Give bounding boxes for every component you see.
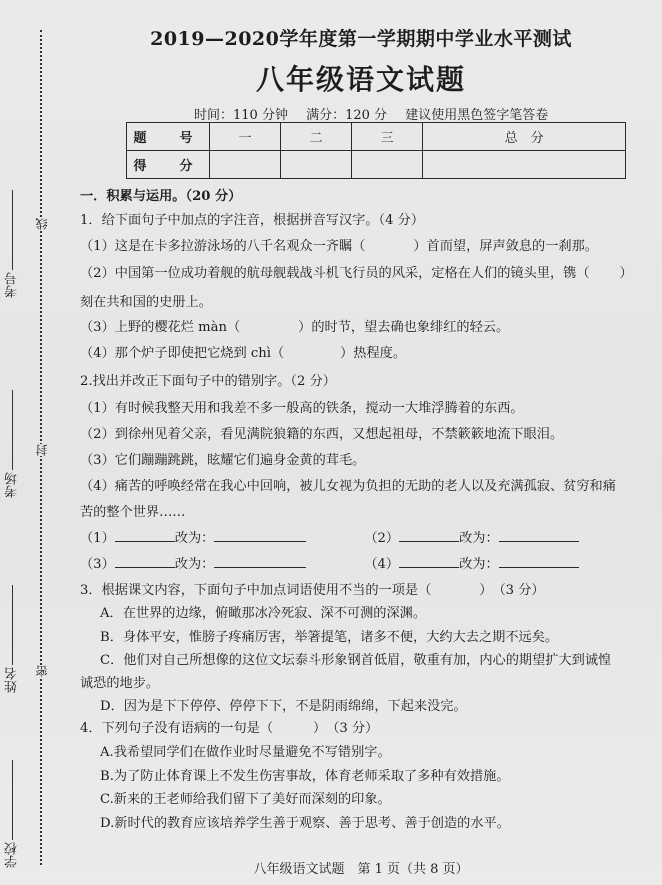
score-table-cell: 题 号: [127, 123, 210, 151]
score-table-cell: 得 分: [127, 151, 210, 179]
exam-number-field: 考号: [6, 190, 26, 298]
page-footer: 八年级语文试题 第 1 页（共 8 页）: [253, 862, 469, 877]
q1-item-2: （2）中国第一位成功着舰的航母舰载战斗机飞行员的风采，定格在人们的镜头里，镌（ ）: [80, 266, 633, 281]
q3-option-d: D．因为是下下停停、停停下下，不是阴雨绵绵，下起来没完。: [100, 699, 467, 714]
q3-option-a: A．在世界的边缘，俯瞰那冰冷死寂、深不可测的深渊。: [100, 606, 427, 621]
q2-fill-row-2: （3） 改为： （4） 改为：: [80, 556, 654, 574]
exam-title: 2019—2020学年度第一学期期中学业水平测试: [150, 28, 572, 50]
answer-blank[interactable]: [499, 541, 579, 542]
answer-blank[interactable]: [115, 541, 175, 542]
exam-room-field: 考场: [6, 390, 26, 498]
score-table-score-row: [127, 151, 626, 179]
answer-blank[interactable]: [399, 541, 459, 542]
q3-option-b: B．身体平安，惟膀子疼痛厉害，举箸提笔，诸多不便，大约大去之期不远矣。: [100, 630, 559, 645]
seal-mark-mi: 密: [35, 665, 49, 677]
score-entry-cell[interactable]: [210, 151, 281, 179]
q2-stem: 2.找出并改正下面句子中的错别字。（2 分）: [80, 374, 336, 389]
q2-line-5: 苦的整个世界……: [80, 505, 186, 520]
exam-full-score: 满分：120 分: [306, 108, 388, 123]
answer-blank[interactable]: [214, 541, 306, 542]
seal-mark-feng: 封: [35, 444, 49, 456]
q1-item-2-cont: 刻在共和国的史册上。: [80, 295, 212, 310]
q2-fill-row-1: （1） 改为： （2） 改为：: [80, 530, 654, 548]
score-entry-cell[interactable]: [281, 151, 352, 179]
score-table-cell: 一: [210, 123, 281, 151]
score-table-cell: 三: [352, 123, 423, 151]
exam-meta: [194, 104, 562, 123]
answer-blank[interactable]: [399, 567, 459, 568]
answer-blank[interactable]: [214, 567, 306, 568]
q1-item-1: （1）这是在卡多拉游泳场的八千名观众一齐瞩（ ）首而望，屏声敛息的一刹那。: [80, 239, 598, 254]
binding-strip: [0, 0, 62, 885]
q3-option-c-cont: 诚恐的地步。: [80, 676, 160, 691]
answer-blank[interactable]: [115, 567, 175, 568]
score-table-cell: 总 分: [423, 123, 626, 151]
q4-option-a: A.我希望同学们在做作业时尽量避免不写错别字。: [100, 745, 391, 760]
q4-option-d: D.新时代的教育应该培养学生善于观察、善于思考、善于创造的水平。: [100, 816, 510, 831]
exam-subtitle: 八年级语文试题: [255, 63, 466, 96]
q4-stem: 4．下列句子没有语病的一句是（ ） （3 分）: [80, 721, 379, 736]
q4-option-b: B.为了防止体育课上不发生伤害事故，体育老师采取了多种有效措施。: [100, 769, 510, 784]
q3-option-c: C．他们对自己所想像的这位文坛泰斗形象钢首低眉，敬重有加，内心的期望扩大到诚惶: [100, 653, 612, 668]
q1-stem: 1．给下面句子中加点的字注音，根据拼音写汉字。（4 分）: [80, 213, 425, 228]
school-field: 学校: [6, 760, 26, 868]
q2-line-3: （3）它们蹦蹦跳跳，眩耀它们遍身金黄的茸毛。: [80, 453, 366, 468]
score-table-header-row: [127, 123, 626, 151]
section-heading: 一．积累与运用。（20 分）: [80, 189, 242, 204]
exam-time: 时间：110 分钟: [194, 108, 288, 123]
score-entry-cell[interactable]: [423, 151, 626, 179]
answer-blank[interactable]: [499, 567, 579, 568]
q1-item-3: （3）上野的樱花烂 màn（ ）的时节，望去确也象绯红的轻云。: [80, 320, 510, 335]
name-field: 姓名: [6, 585, 26, 693]
score-entry-cell[interactable]: [352, 151, 423, 179]
q2-line-4: （4）痛苦的呼唤经常在我心中回响，被儿女视为负担的无助的老人以及充满孤寂、贫穷和痛: [80, 479, 616, 494]
q1-item-4: （4）那个炉子即使把它烧到 chì（ ）热程度。: [80, 346, 407, 361]
q4-option-c: C.新来的王老师给我们留下了美好而深刻的印象。: [100, 792, 391, 807]
seal-mark-xian: 线: [35, 218, 49, 230]
q2-line-1: （1）有时候我整天用和我差不多一般高的铁条，搅动一大堆浮腾着的东西。: [80, 401, 524, 416]
q2-line-2: （2）到徐州见着父亲，看见满院狼籍的东西，又想起祖母，不禁簌簌地流下眼泪。: [80, 427, 564, 442]
score-table-cell: 二: [281, 123, 352, 151]
q3-stem: 3．根据课文内容，下面句子中加点词语使用不当的一项是（ ） （3 分）: [80, 583, 545, 598]
score-table: [126, 122, 626, 179]
exam-note: 建议使用黑色签字笔答卷: [405, 108, 549, 123]
